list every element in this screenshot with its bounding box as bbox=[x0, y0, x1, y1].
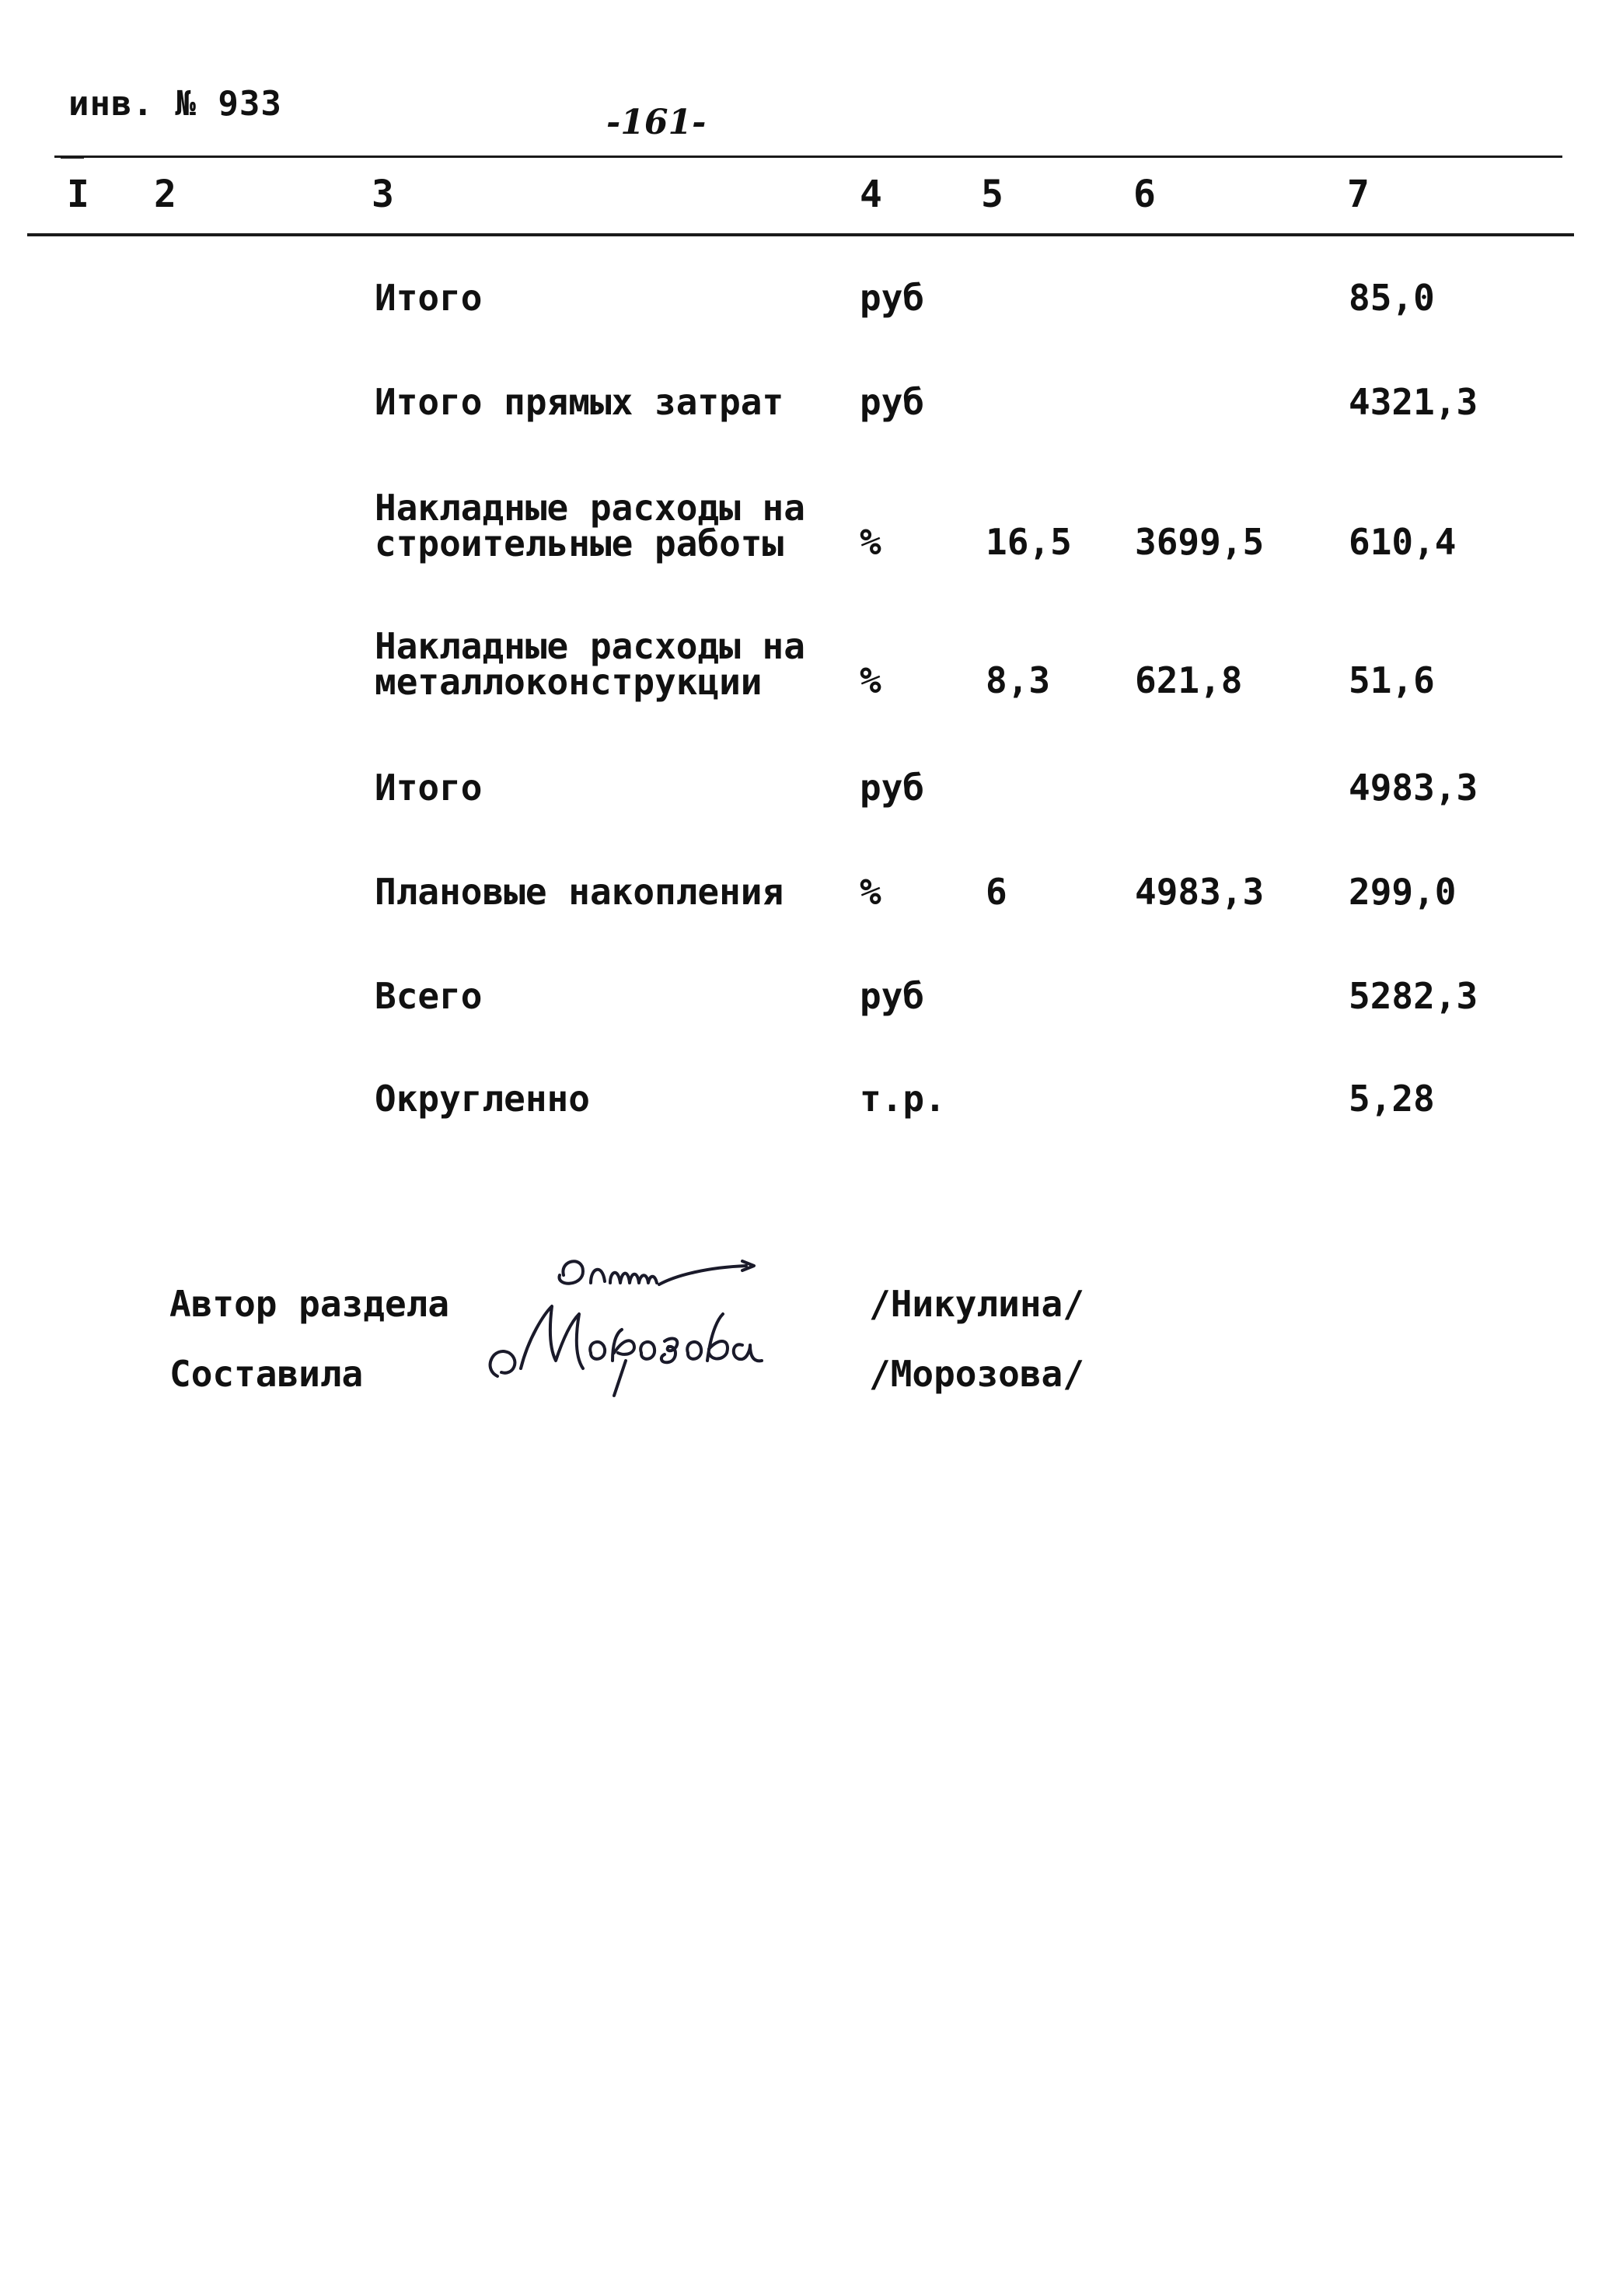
table-row bbox=[0, 277, 1616, 365]
row-base: 3699,5 bbox=[1135, 521, 1265, 563]
row-total: 5,28 bbox=[1349, 1078, 1435, 1120]
column-header-1: I bbox=[67, 173, 89, 216]
column-header-4: 4 bbox=[860, 173, 882, 216]
row-total: 51,6 bbox=[1349, 659, 1435, 701]
row-total: 299,0 bbox=[1349, 871, 1457, 913]
row-unit: руб bbox=[860, 381, 925, 423]
row-unit: % bbox=[860, 521, 881, 563]
column-header-6: 6 bbox=[1133, 173, 1156, 216]
column-header-7: 7 bbox=[1347, 173, 1370, 216]
row-unit: т.р. bbox=[860, 1078, 946, 1120]
row-label: Плановые накопления bbox=[375, 871, 784, 913]
row-rate: 16,5 bbox=[986, 521, 1072, 563]
handwritten-signature bbox=[474, 1244, 855, 1400]
inventory-number: инв. № 933 bbox=[68, 84, 282, 124]
table-row bbox=[0, 871, 1616, 959]
row-unit: % bbox=[860, 659, 881, 701]
page-number: -161- bbox=[606, 103, 707, 142]
row-rate: 6 bbox=[986, 871, 1007, 913]
signature-role: Составила bbox=[169, 1353, 364, 1395]
table-row bbox=[0, 975, 1616, 1064]
table-row bbox=[0, 1078, 1616, 1166]
column-header-5: 5 bbox=[981, 173, 1003, 216]
row-label: Накладные расходы на металлоконструкции bbox=[375, 625, 805, 703]
column-header-3: 3 bbox=[372, 173, 394, 216]
row-label: Всего bbox=[375, 975, 483, 1017]
row-base: 621,8 bbox=[1135, 659, 1243, 701]
row-label: Накладные расходы на строительные работы bbox=[375, 487, 805, 564]
row-total: 610,4 bbox=[1349, 521, 1457, 563]
table-row bbox=[0, 625, 1616, 714]
table-header-rule bbox=[27, 233, 1574, 236]
row-base: 4983,3 bbox=[1135, 871, 1265, 913]
row-total: 4321,3 bbox=[1349, 381, 1478, 423]
row-label: Итого bbox=[375, 767, 483, 809]
table-row bbox=[0, 767, 1616, 855]
row-label: Итого bbox=[375, 277, 483, 319]
row-unit: руб bbox=[860, 767, 925, 809]
row-total: 85,0 bbox=[1349, 277, 1435, 319]
signature-name: /Морозова/ bbox=[869, 1353, 1084, 1395]
table-row bbox=[0, 487, 1616, 575]
row-unit: руб bbox=[860, 277, 925, 319]
table-top-rule bbox=[54, 156, 1562, 158]
row-unit: руб bbox=[860, 975, 925, 1017]
row-rate: 8,3 bbox=[986, 659, 1051, 701]
signature-role: Автор раздела bbox=[169, 1283, 450, 1325]
signature-name: /Никулина/ bbox=[869, 1283, 1084, 1325]
row-total: 5282,3 bbox=[1349, 975, 1478, 1017]
row-unit: % bbox=[860, 871, 881, 913]
row-total: 4983,3 bbox=[1349, 767, 1478, 809]
row-label: Итого прямых затрат bbox=[375, 381, 784, 423]
column-header-2: 2 bbox=[154, 173, 176, 216]
row-label: Округленно bbox=[375, 1078, 590, 1120]
table-row bbox=[0, 381, 1616, 470]
